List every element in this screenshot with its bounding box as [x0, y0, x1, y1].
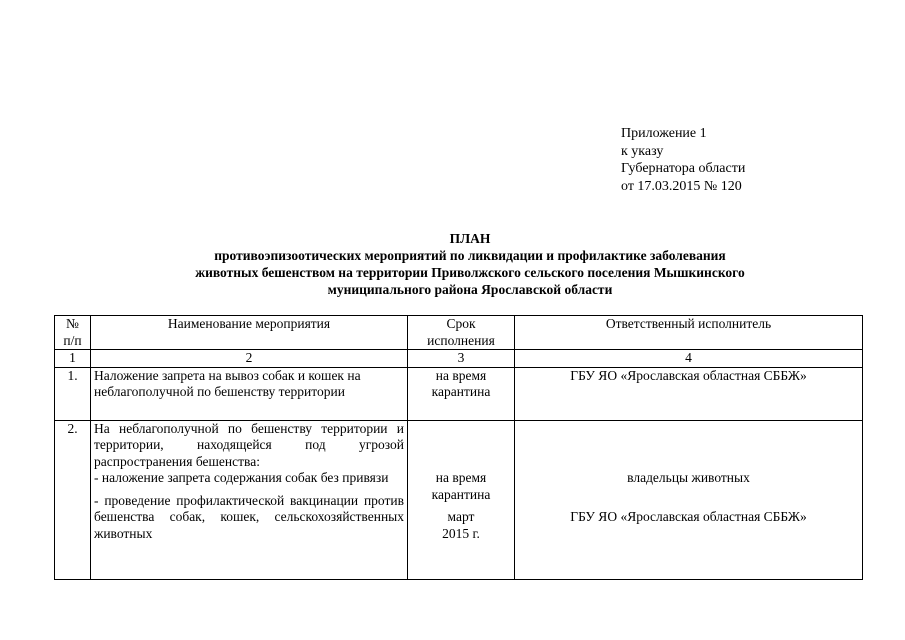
row-2-term	[408, 420, 515, 579]
row-2-name	[91, 420, 408, 579]
row-2-item-2-term: март 2015 г.	[442, 509, 480, 541]
header-term-line-1: Срок	[446, 316, 476, 331]
appendix-line-1: Приложение 1	[621, 126, 707, 141]
header-responsible: Ответственный исполнитель	[515, 316, 863, 350]
header-term	[408, 316, 515, 350]
row-2-responsible	[515, 420, 863, 579]
title-heading: ПЛАН	[449, 231, 491, 246]
title-line-2: животных бешенством на территории Приволжского сельского поселения Мышкинского	[195, 265, 745, 280]
row-1-num: 1.	[55, 367, 91, 420]
document-title	[120, 230, 820, 298]
appendix-block	[621, 125, 745, 195]
table-row	[55, 367, 863, 420]
header-num	[55, 316, 91, 350]
header-term-line-2: исполнения	[427, 332, 495, 348]
row-1-responsible: ГБУ ЯО «Ярославская областная СББЖ»	[515, 367, 863, 420]
appendix-line-4: от 17.03.2015 № 120	[621, 178, 742, 194]
header-num-line-2: п/п	[63, 332, 82, 348]
row-2-item-1-term: на время карантина	[431, 470, 491, 502]
table-header-row	[55, 316, 863, 350]
header-name: Наименование мероприятия	[91, 316, 408, 350]
table-row	[55, 420, 863, 579]
row-2-num: 2.	[55, 420, 91, 579]
numbering-cell-3: 3	[408, 350, 515, 368]
header-num-line-1: №	[66, 316, 79, 331]
numbering-cell-2: 2	[91, 350, 408, 368]
row-2-item-2-responsible: ГБУ ЯО «Ярославская областная СББЖ»	[570, 509, 807, 524]
row-2-item-1-name: - наложение запрета содержания собак без привязи	[94, 470, 389, 485]
plan-table	[54, 315, 863, 580]
row-2-item-2-name: - проведение профилактической вакцинации против бешенства собак, кошек, сельскохозяйственных животных	[94, 492, 404, 541]
title-line-3: муниципального района Ярославской области	[327, 282, 613, 297]
row-1-name: Наложение запрета на вывоз собак и кошек на неблагополучной по бешенству территории	[91, 367, 408, 420]
numbering-cell-4: 4	[515, 350, 863, 368]
row-2-item-1-responsible: владельцы животных	[627, 470, 750, 485]
appendix-line-2: к указу	[621, 143, 664, 159]
row-2-intro: На неблагополучной по бешенству территории и территории, находящейся под угрозой распространения бешенства:	[94, 420, 404, 469]
title-line-1: противоэпизоотических мероприятий по ликвидации и профилактике заболевания	[214, 248, 726, 263]
numbering-cell-1: 1	[55, 350, 91, 368]
table-numbering-row	[55, 350, 863, 368]
row-1-term: на время карантина	[408, 367, 515, 420]
appendix-line-3: Губернатора области	[621, 161, 746, 176]
